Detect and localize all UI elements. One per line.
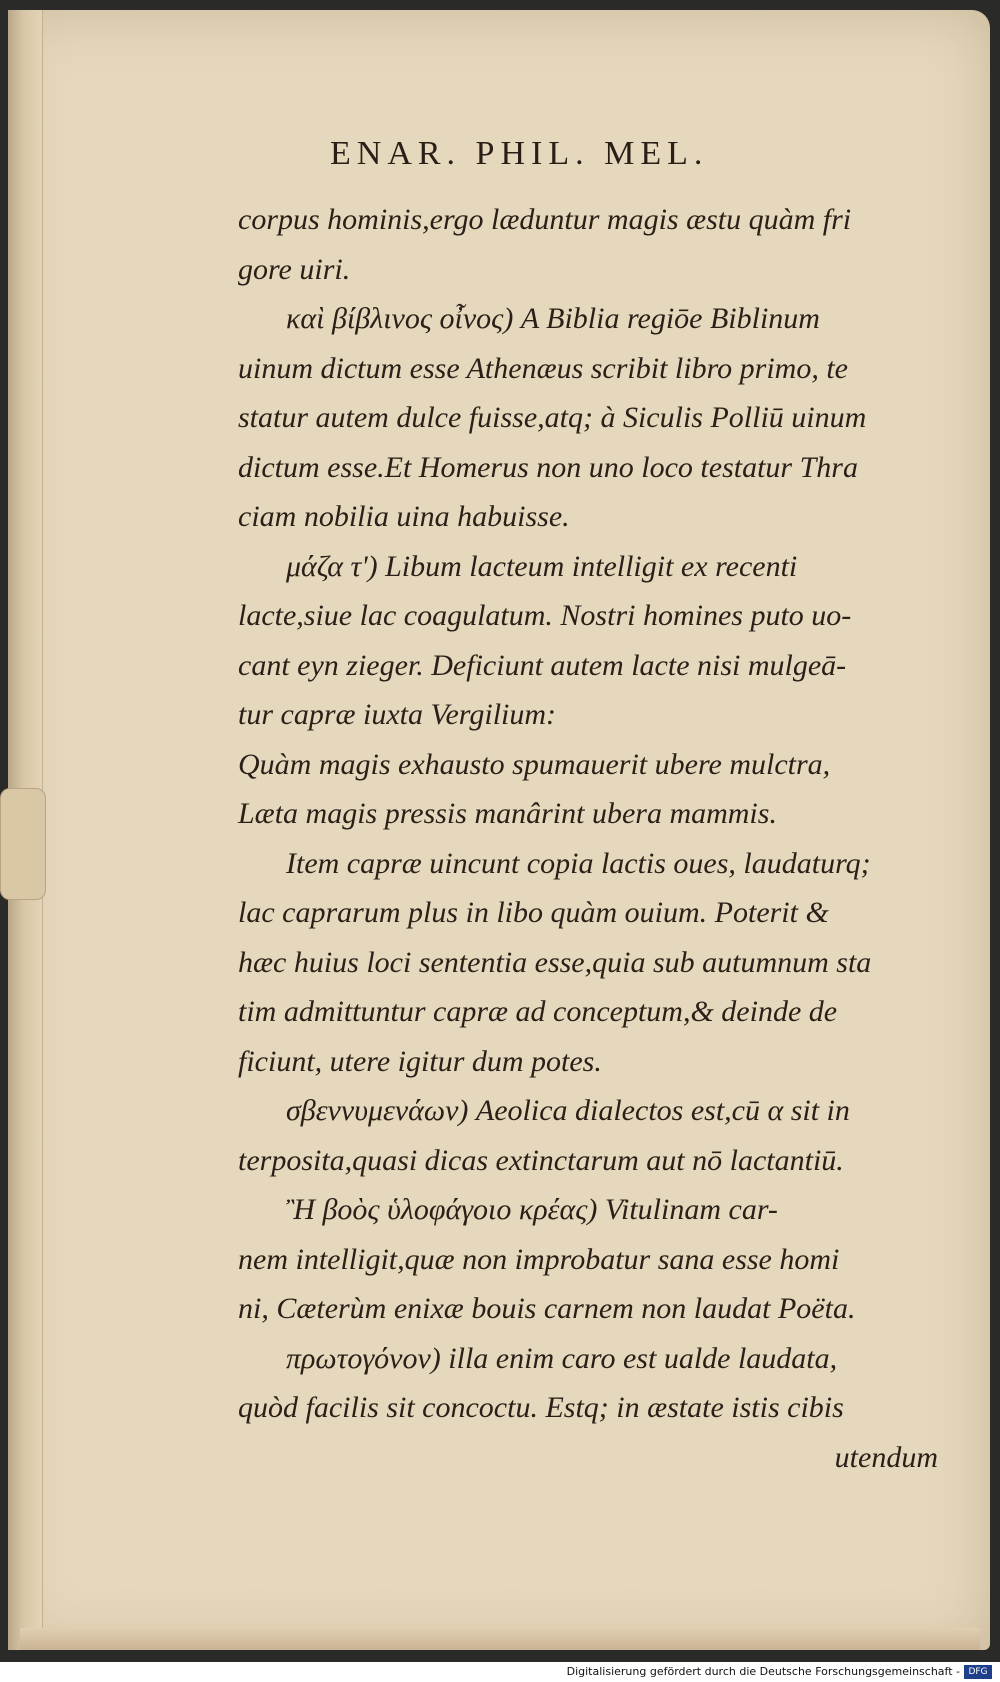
text-line: nem intelligit,quæ non improbatur sana esse homi [238, 1242, 840, 1276]
dfg-logo: DFG [964, 1665, 992, 1679]
text-line: tim admittuntur capræ ad conceptum,& deinde de [238, 995, 838, 1028]
digitization-footer [0, 1662, 1000, 1682]
text-line: gore uiri. [238, 252, 351, 286]
text-line: corpus hominis,ergo læduntur magis æstu quàm fri [238, 203, 852, 236]
text-line: uinum dictum esse Athenæus scribit libro primo, te [238, 351, 848, 385]
text-line: quòd facilis sit concoctu. Estq; in æstate istis cibis [238, 1391, 844, 1424]
text-line: Quàm magis exhausto spumauerit ubere mulctra, [238, 747, 831, 781]
text-line: utendum [834, 1440, 938, 1474]
text-line: terposita,quasi dicas extinctarum aut nō lactantiū. [238, 1143, 844, 1177]
text-line: statur autem dulce fuisse,atq; à Siculis Polliū uinum [238, 401, 867, 434]
text-line: ciam nobilia uina habuisse. [238, 500, 570, 533]
text-line: ficiunt, utere igitur dum potes. [238, 1044, 602, 1078]
footer-credit: Digitalisierung gefördert durch die Deutsche Forschungsgemeinschaft - [566, 1665, 960, 1678]
text-line: μάζα τ') Libum lacteum intelligit ex recenti [286, 549, 798, 583]
page-bottom-edge [20, 1628, 980, 1650]
text-line: lacte,siue lac coagulatum. Nostri homines puto uo- [238, 599, 852, 632]
text-line: Item capræ uincunt copia lactis oues, laudaturq; [286, 846, 871, 880]
text-line: πρωτογόνον) illa enim caro est ualde laudata, [286, 1341, 838, 1375]
text-line: tur capræ iuxta Vergilium: [238, 698, 557, 731]
text-line: dictum esse.Et Homerus non uno loco testatur Thra [238, 450, 858, 484]
text-line: σβεννυμενάων) Aeolica dialectos est,cū α sit in [286, 1094, 850, 1127]
text-line: Læta magis pressis manârint ubera mammis. [238, 797, 777, 830]
page-text [238, 195, 938, 1482]
text-line: cant eyn zieger. Deficiunt autem lacte nisi mulgeā- [238, 648, 847, 682]
text-line: ni, Cæterùm enixæ bouis carnem non laudat Poëta. [238, 1292, 856, 1325]
bookmark-tab [0, 788, 46, 900]
text-line: Ἢ βοὸς ὑλοφάγοιο κρέας) Vitulinam car- [286, 1193, 778, 1226]
text-line: καὶ βίβλινος οἶνος) A Biblia regiōe Biblinum [286, 302, 820, 335]
text-line: hæc huius loci sententia esse,quia sub autumnum sta [238, 945, 872, 979]
text-line: lac caprarum plus in libo quàm ouium. Poterit & [238, 896, 829, 929]
running-head: ENAR. PHIL. MEL. [330, 135, 709, 172]
